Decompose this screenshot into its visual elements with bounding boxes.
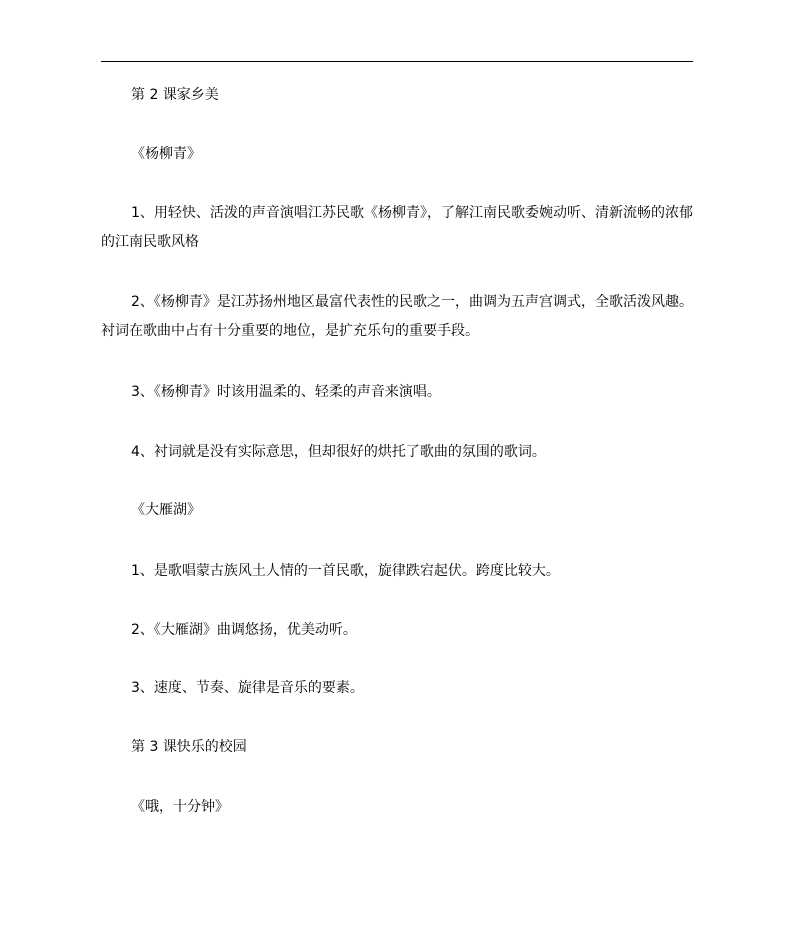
song1-point-1: 1、用轻快、活泼的声音演唱江苏民歌《杨柳青》，了解江南民歌委婉动听、清新流畅的浓郁的江南民歌风格 <box>101 205 693 250</box>
lesson-3-heading: 第 3 课快乐的校园 <box>131 739 247 755</box>
song2-point-3: 3、速度、节奏、旋律是音乐的要素。 <box>131 680 364 696</box>
song1-point-4: 4、衬词就是没有实际意思，但却很好的烘托了歌曲的氛围的歌词。 <box>131 444 546 460</box>
song-title-dayanhu: 《大雁湖》 <box>131 502 201 518</box>
song2-point-2: 2、《大雁湖》曲调悠扬，优美动听。 <box>131 622 357 638</box>
lesson-2-heading: 第 2 课家乡美 <box>131 87 219 103</box>
song-title-yangliuqing: 《杨柳青》 <box>131 146 201 162</box>
header-rule <box>101 61 693 62</box>
song1-point-2: 2、《杨柳青》是江苏扬州地区最富代表性的民歌之一，曲调为五声宫调式，全歌活泼风趣。衬词在歌曲中占有十分重要的地位，是扩充乐句的重要手段。 <box>101 294 693 339</box>
song2-point-1: 1、是歌唱蒙古族风土人情的一首民歌，旋律跌宕起伏。跨度比较大。 <box>131 563 560 579</box>
song-title-shifenzhong: 《哦，十分钟》 <box>131 799 229 815</box>
song1-point-3: 3、《杨柳青》时该用温柔的、轻柔的声音来演唱。 <box>131 384 441 400</box>
